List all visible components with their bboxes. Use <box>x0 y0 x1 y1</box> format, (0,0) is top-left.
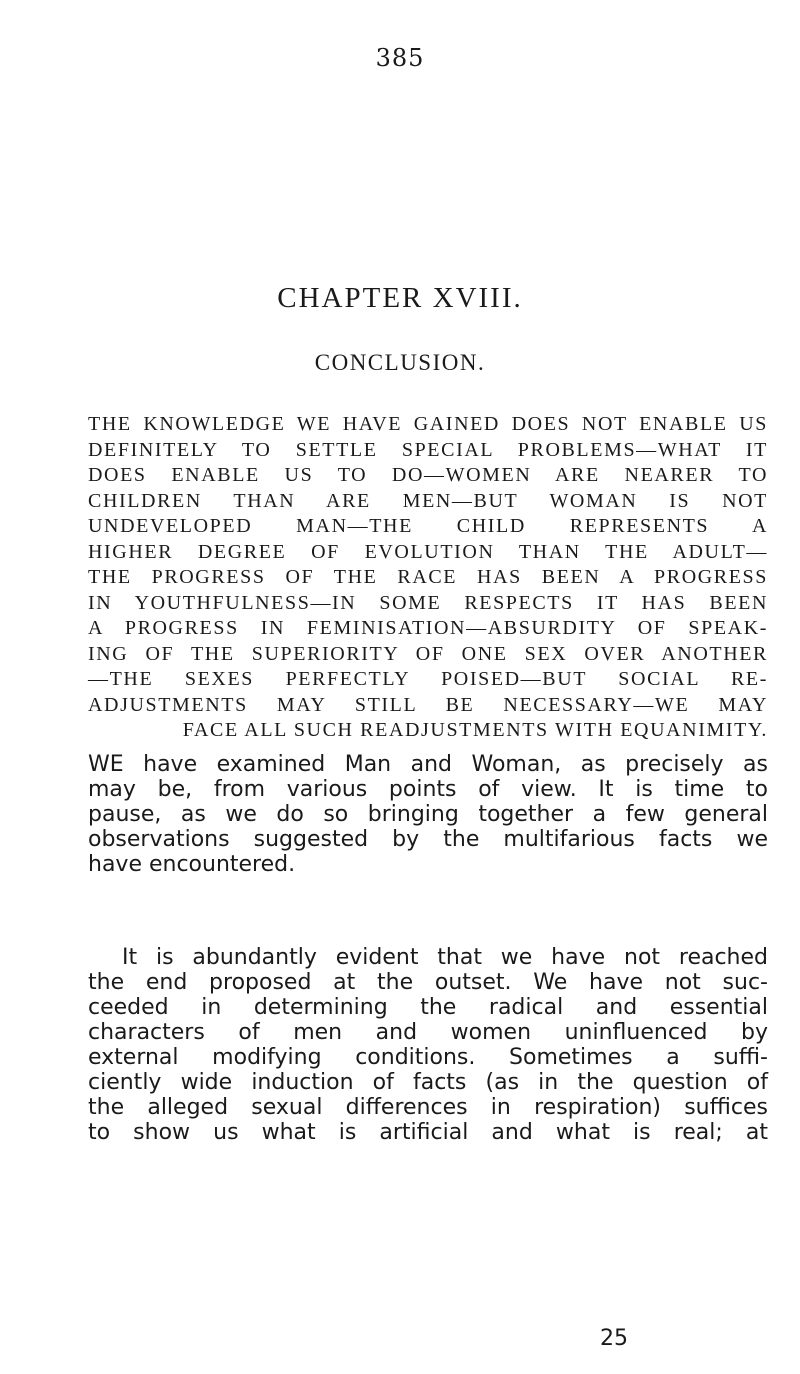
paragraph-line: ciently wide induction of facts (as in the question of <box>88 1070 768 1095</box>
chapter-subtitle: CONCLUSION. <box>314 350 486 375</box>
paragraph-line: ceeded in determining the radical and essential <box>88 995 768 1020</box>
paragraph-line: the end proposed at the outset. We have not suc- <box>88 970 768 995</box>
paragraph-1 <box>88 752 768 877</box>
chapter-summary <box>88 412 768 744</box>
summary-line: ING OF THE SUPERIORITY OF ONE SEX OVER ANOTHER <box>88 642 768 665</box>
chapter-title: CHAPTER XVIII. <box>277 282 523 314</box>
paragraph-line: may be, from various points of view. It is time to <box>88 777 768 802</box>
summary-line: CHILDREN THAN ARE MEN—BUT WOMAN IS NOT <box>88 489 768 512</box>
paragraph-line: have encountered. <box>88 852 296 877</box>
summary-line: —THE SEXES PERFECTLY POISED—BUT SOCIAL RE- <box>88 668 768 690</box>
paragraph-line: to show us what is artificial and what is real; at <box>88 1120 768 1145</box>
summary-line: THE PROGRESS OF THE RACE HAS BEEN A PROGRESS <box>88 566 768 588</box>
summary-line: THE KNOWLEDGE WE HAVE GAINED DOES NOT ENABLE US <box>88 413 768 435</box>
summary-line: ADJUSTMENTS MAY STILL BE NECESSARY—WE MAY <box>88 693 768 716</box>
summary-line: DOES ENABLE US TO DO—WOMEN ARE NEARER TO <box>88 464 768 486</box>
summary-line: FACE ALL SUCH READJUSTMENTS WITH EQUANIMITY. <box>182 719 768 741</box>
summary-line: A PROGRESS IN FEMINISATION—ABSURDITY OF SPEAK- <box>88 617 768 639</box>
paragraph-line: WE have examined Man and Woman, as precisely as <box>88 752 768 777</box>
paragraph-line: It is abundantly evident that we have not reached <box>122 945 768 970</box>
paragraph-2 <box>88 945 768 1145</box>
summary-line: IN YOUTHFULNESS—IN SOME RESPECTS IT HAS BEEN <box>88 591 768 614</box>
summary-line: DEFINITELY TO SETTLE SPECIAL PROBLEMS—WHAT IT <box>88 438 768 461</box>
paragraph-line: the alleged sexual differences in respiration) suffices <box>88 1095 768 1120</box>
summary-line: HIGHER DEGREE OF EVOLUTION THAN THE ADULT— <box>88 540 768 563</box>
paragraph-line: external modifying conditions. Sometimes a suffi- <box>88 1045 768 1070</box>
signature-mark: 25 <box>600 1326 628 1351</box>
paragraph-line: pause, as we do so bringing together a few general <box>88 802 768 827</box>
summary-line: UNDEVELOPED MAN—THE CHILD REPRESENTS A <box>88 515 768 537</box>
paragraph-line: characters of men and women uninfluenced by <box>88 1020 768 1045</box>
paragraph-line: observations suggested by the multifarious facts we <box>88 827 768 852</box>
page-number: 385 <box>375 44 425 72</box>
